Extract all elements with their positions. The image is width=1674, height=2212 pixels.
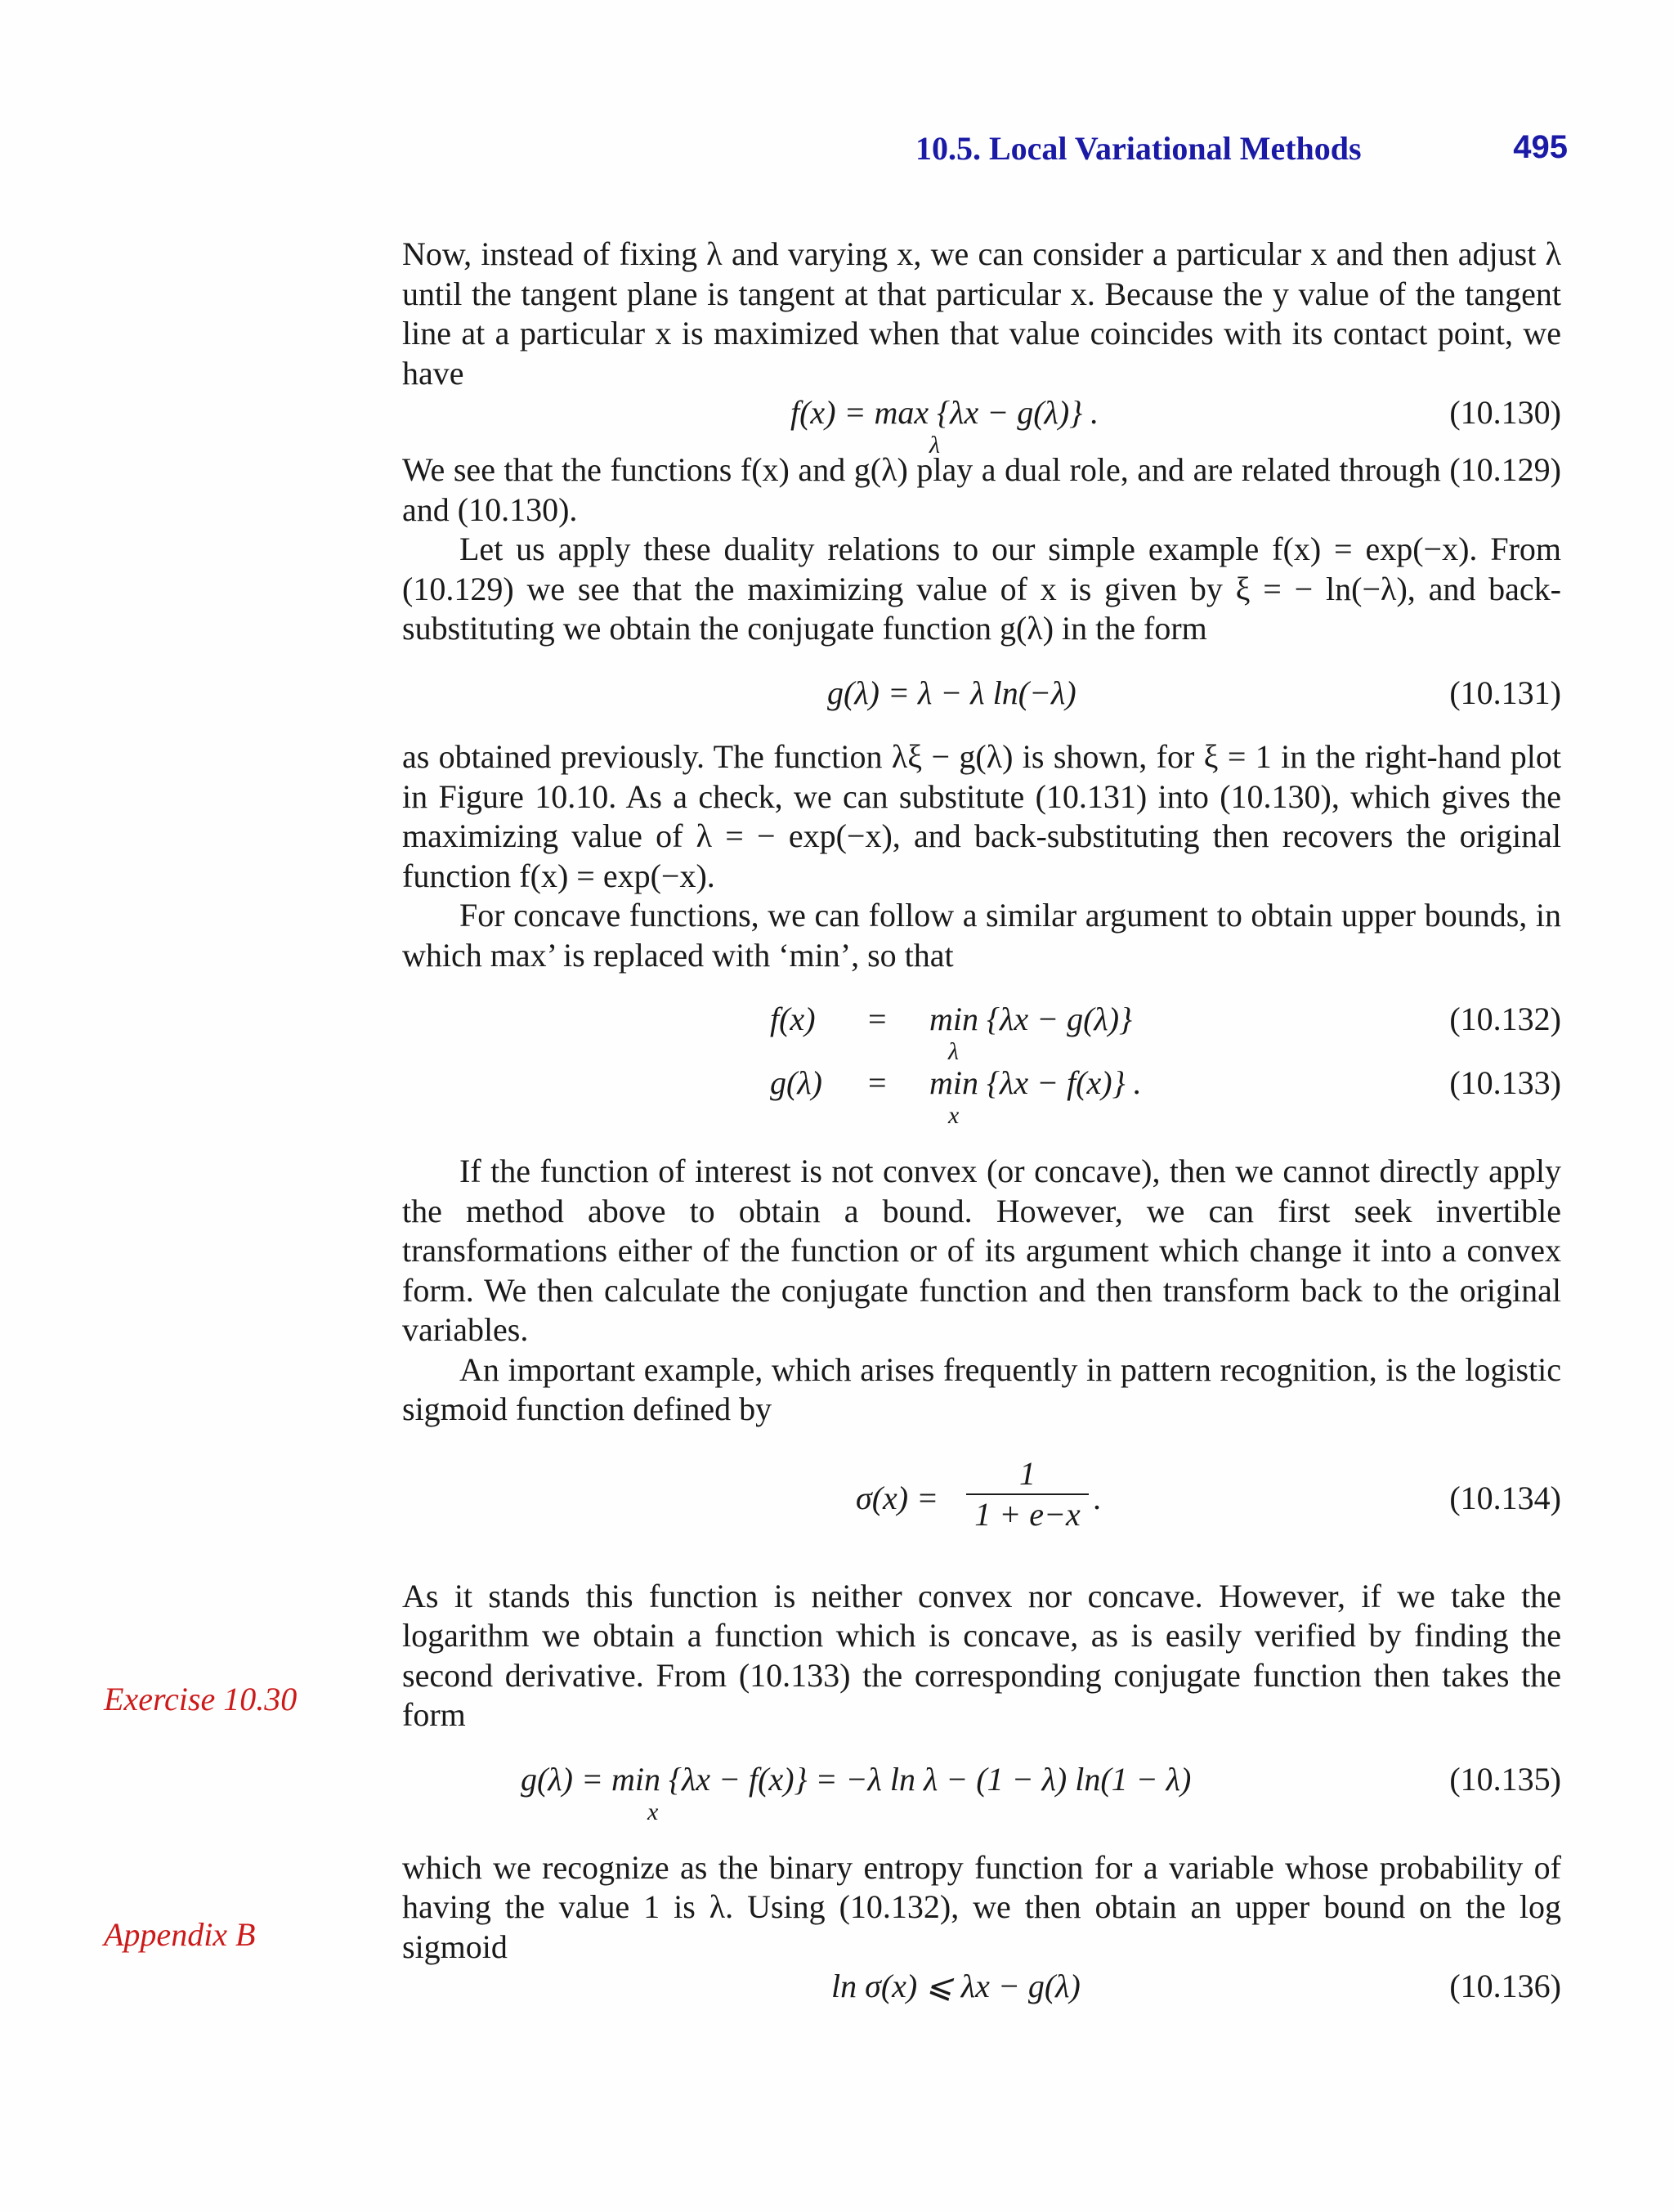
equation-number: (10.131) — [1449, 674, 1561, 711]
equation-subscript: x — [948, 1102, 960, 1129]
exercise-margin-note[interactable]: Exercise 10.30 — [104, 1681, 298, 1717]
equation-tail: . — [1093, 1479, 1101, 1516]
paragraph: As it stands this function is neither convex nor concave. However, if we take the logarithm we obtain a function which is concave, as is easily verified by finding the second derivative. From (10.133) the corresponding conjugate function then takes the form — [402, 1577, 1561, 1733]
equation-fraction — [966, 1454, 1089, 1535]
paragraph: We see that the functions f(x) and g(λ) play a dual role, and are related through (10.129) and (10.130). — [402, 451, 1561, 528]
appendix-margin-note[interactable]: Appendix B — [104, 1916, 256, 1953]
equation-10-131 — [402, 674, 1561, 714]
equation-subscript: x — [647, 1798, 659, 1825]
equation-equals: = — [868, 1064, 887, 1101]
equation-number: (10.135) — [1449, 1760, 1561, 1798]
paragraph: Now, instead of fixing λ and varying x, we can consider a particular x and then adjust λ until the tangent plane is tangent at that particular x. Because the y value of the tangent line at a particular x is maximized when that value coincides with its contact point, we have — [402, 235, 1561, 392]
running-header — [0, 129, 1674, 178]
equation-lhs: σ(x) = — [856, 1479, 939, 1516]
equation-expression: ln σ(x) ⩽ λx − g(λ) — [831, 1968, 1081, 2004]
equation-number: (10.136) — [1449, 1968, 1561, 2004]
equation-equals: = — [868, 1001, 887, 1037]
equation-10-132 — [402, 1000, 1561, 1063]
paragraph: Let us apply these duality relations to our simple example f(x) = exp(−x). From (10.129) we see that the maximizing value of x is given by ξ = − ln(−λ), and back-substituting we obtain the conjugate function g(λ) in the form — [402, 531, 1561, 647]
paragraph: An important example, which arises frequently in pattern recognition, is the logistic sigmoid function defined by — [402, 1350, 1561, 1427]
paragraph: If the function of interest is not convex (or concave), then we cannot directly apply the method above to obtain a bound. However, we can first seek invertible transformations either of the function or of its argument which change it into a convex form. We then calculate the conjugate function and then transform back to the original variables. — [402, 1153, 1561, 1348]
equation-number: (10.133) — [1449, 1064, 1561, 1101]
paragraph: which we recognize as the binary entropy function for a variable whose probability of having the value 1 is λ. Using (10.132), we then obtain an upper bound on the log sigmoid — [402, 1848, 1561, 1965]
equation-subscript: λ — [948, 1038, 959, 1065]
fraction-numerator: 1 — [966, 1454, 1089, 1496]
equation-number: (10.134) — [1449, 1479, 1561, 1516]
equation-rhs: min {λx − f(x)} . — [929, 1064, 1142, 1101]
equation-10-134 — [402, 1454, 1561, 1552]
equation-10-133 — [402, 1063, 1561, 1127]
fraction-denominator: 1 + e−x — [974, 1496, 1081, 1533]
equation-subscript: λ — [929, 432, 940, 459]
equation-lhs: g(λ) — [770, 1064, 822, 1101]
paragraph: as obtained previously. The function λξ − g(λ) is shown, for ξ = 1 in the right-hand plot in Figure 10.10. As a check, we can substitute (10.131) into (10.130), which gives the maximizing value of λ = − exp(−x), and back-substituting then recovers the original function f(x) = exp(−x). — [402, 738, 1561, 894]
equation-expression: f(x) = max {λx − g(λ)} . — [790, 394, 1099, 431]
equation-10-136 — [402, 1967, 1561, 2007]
equation-10-135 — [402, 1760, 1561, 1824]
equation-rhs: min {λx − g(λ)} — [929, 1001, 1133, 1037]
equation-lhs: f(x) — [770, 1001, 816, 1037]
paragraph: For concave functions, we can follow a similar argument to obtain upper bounds, in which max’ is replaced with ‘min’, so that — [402, 897, 1561, 974]
equation-number: (10.132) — [1449, 1001, 1561, 1037]
equation-expression: g(λ) = min {λx − f(x)} = −λ ln λ − (1 − λ) ln(1 − λ) — [521, 1760, 1192, 1798]
equation-10-130 — [402, 393, 1561, 459]
page-body — [402, 235, 1561, 2007]
page-number: 495 — [1513, 129, 1568, 165]
equation-expression: g(λ) = λ − λ ln(−λ) — [827, 674, 1076, 711]
section-title: 10.5. Local Variational Methods — [915, 130, 1362, 167]
equation-number: (10.130) — [1449, 394, 1561, 431]
